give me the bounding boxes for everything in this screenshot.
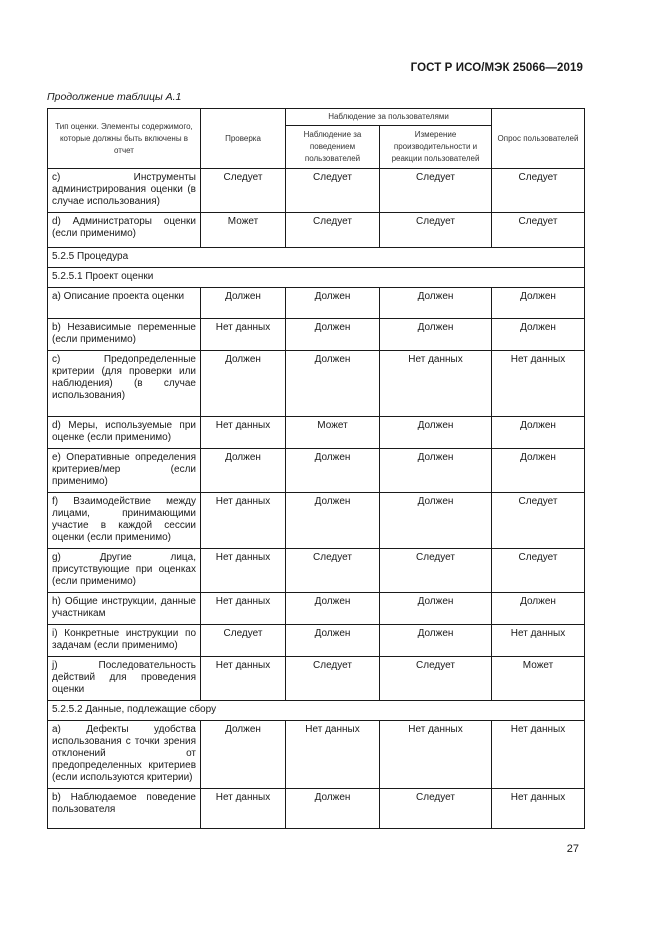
cell-check: Нет данных (201, 493, 286, 549)
cell-observation: Следует (286, 657, 380, 701)
cell-check: Нет данных (201, 417, 286, 449)
row-label: d) Администраторы оценки (если применимо) (48, 213, 201, 248)
column-header-survey: Опрос пользователей (492, 109, 585, 169)
document-code: ГОСТ Р ИСО/МЭК 25066—2019 (410, 62, 583, 74)
section-row (48, 268, 585, 288)
table-row (48, 493, 585, 549)
cell-check: Может (201, 213, 286, 248)
table-row (48, 657, 585, 701)
cell-measurement: Следует (380, 213, 492, 248)
row-label: j) Последовательность действий для проведения оценки (48, 657, 201, 701)
cell-measurement: Нет данных (380, 351, 492, 417)
section-heading: 5.2.5.2 Данные, подлежащие сбору (48, 701, 585, 721)
cell-measurement: Должен (380, 449, 492, 493)
cell-check: Следует (201, 625, 286, 657)
column-header-check: Проверка (201, 109, 286, 169)
row-label: i) Конкретные инструкции по задачам (если применимо) (48, 625, 201, 657)
cell-observation: Нет данных (286, 721, 380, 789)
cell-check: Следует (201, 169, 286, 213)
cell-observation: Должен (286, 351, 380, 417)
cell-survey: Нет данных (492, 789, 585, 829)
table-row (48, 169, 585, 213)
cell-observation: Следует (286, 213, 380, 248)
cell-measurement: Должен (380, 288, 492, 319)
cell-measurement: Следует (380, 549, 492, 593)
row-label: f) Взаимодействие между лицами, принимающими участие в каждой сессии оценки (если применимо) (48, 493, 201, 549)
table-row (48, 351, 585, 417)
table-row (48, 789, 585, 829)
cell-measurement: Должен (380, 493, 492, 549)
cell-observation: Должен (286, 789, 380, 829)
section-heading: 5.2.5 Процедура (48, 248, 585, 268)
cell-check: Должен (201, 721, 286, 789)
table-row (48, 625, 585, 657)
cell-observation: Должен (286, 493, 380, 549)
cell-survey: Должен (492, 288, 585, 319)
table-caption: Продолжение таблицы А.1 (47, 91, 182, 103)
cell-measurement: Нет данных (380, 721, 492, 789)
cell-measurement: Следует (380, 169, 492, 213)
cell-observation: Должен (286, 593, 380, 625)
cell-survey: Следует (492, 493, 585, 549)
cell-check: Нет данных (201, 593, 286, 625)
cell-measurement: Следует (380, 789, 492, 829)
row-label: b) Независимые переменные (если применимо) (48, 319, 201, 351)
cell-survey: Нет данных (492, 721, 585, 789)
section-row (48, 248, 585, 268)
table-row (48, 288, 585, 319)
cell-check: Нет данных (201, 319, 286, 351)
table-row (48, 549, 585, 593)
content-table (47, 108, 585, 829)
cell-check: Нет данных (201, 549, 286, 593)
cell-check: Нет данных (201, 789, 286, 829)
cell-survey: Должен (492, 417, 585, 449)
cell-survey: Должен (492, 319, 585, 351)
column-header-observation-behavior: Наблюдение за поведением пользователей (286, 126, 380, 169)
cell-survey: Должен (492, 449, 585, 493)
cell-observation: Должен (286, 288, 380, 319)
cell-check: Должен (201, 449, 286, 493)
row-label: d) Меры, используемые при оценке (если применимо) (48, 417, 201, 449)
row-label: e) Оперативные определения критериев/мер (если применимо) (48, 449, 201, 493)
cell-survey: Нет данных (492, 351, 585, 417)
row-label: b) Наблюдаемое поведение пользователя (48, 789, 201, 829)
column-header-measurement: Измерение производительности и реакции пользователей (380, 126, 492, 169)
cell-survey: Следует (492, 549, 585, 593)
column-header-type: Тип оценки. Элементы содержимого, которые должны быть включены в отчет (48, 109, 201, 169)
row-label: g) Другие лица, присутствующие при оценках (если применимо) (48, 549, 201, 593)
row-label: c) Предопределенные критерии (для проверки или наблюдения) (в случае использования) (48, 351, 201, 417)
row-label: h) Общие инструкции, данные участникам (48, 593, 201, 625)
cell-observation: Следует (286, 169, 380, 213)
column-header-observation-group: Наблюдение за пользователями (286, 109, 492, 126)
cell-measurement: Должен (380, 593, 492, 625)
table-row (48, 593, 585, 625)
cell-check: Должен (201, 288, 286, 319)
cell-measurement: Должен (380, 417, 492, 449)
row-label: a) Дефекты удобства использования с точки зрения отклонений от предопределенных критериев (если используются критерии) (48, 721, 201, 789)
row-label: a) Описание проекта оценки (48, 288, 201, 319)
cell-measurement: Следует (380, 657, 492, 701)
section-heading: 5.2.5.1 Проект оценки (48, 268, 585, 288)
cell-measurement: Должен (380, 625, 492, 657)
cell-survey: Должен (492, 593, 585, 625)
table-row (48, 319, 585, 351)
cell-observation: Может (286, 417, 380, 449)
cell-check: Должен (201, 351, 286, 417)
cell-survey: Может (492, 657, 585, 701)
cell-check: Нет данных (201, 657, 286, 701)
table-row (48, 213, 585, 248)
cell-measurement: Должен (380, 319, 492, 351)
cell-survey: Следует (492, 169, 585, 213)
section-row (48, 701, 585, 721)
cell-survey: Нет данных (492, 625, 585, 657)
table-row (48, 417, 585, 449)
cell-observation: Должен (286, 319, 380, 351)
cell-observation: Следует (286, 549, 380, 593)
page-number: 27 (566, 843, 579, 855)
cell-observation: Должен (286, 625, 380, 657)
cell-survey: Следует (492, 213, 585, 248)
row-label: c) Инструменты администрирования оценки (в случае использования) (48, 169, 201, 213)
cell-observation: Должен (286, 449, 380, 493)
table-row (48, 721, 585, 789)
table-row (48, 449, 585, 493)
